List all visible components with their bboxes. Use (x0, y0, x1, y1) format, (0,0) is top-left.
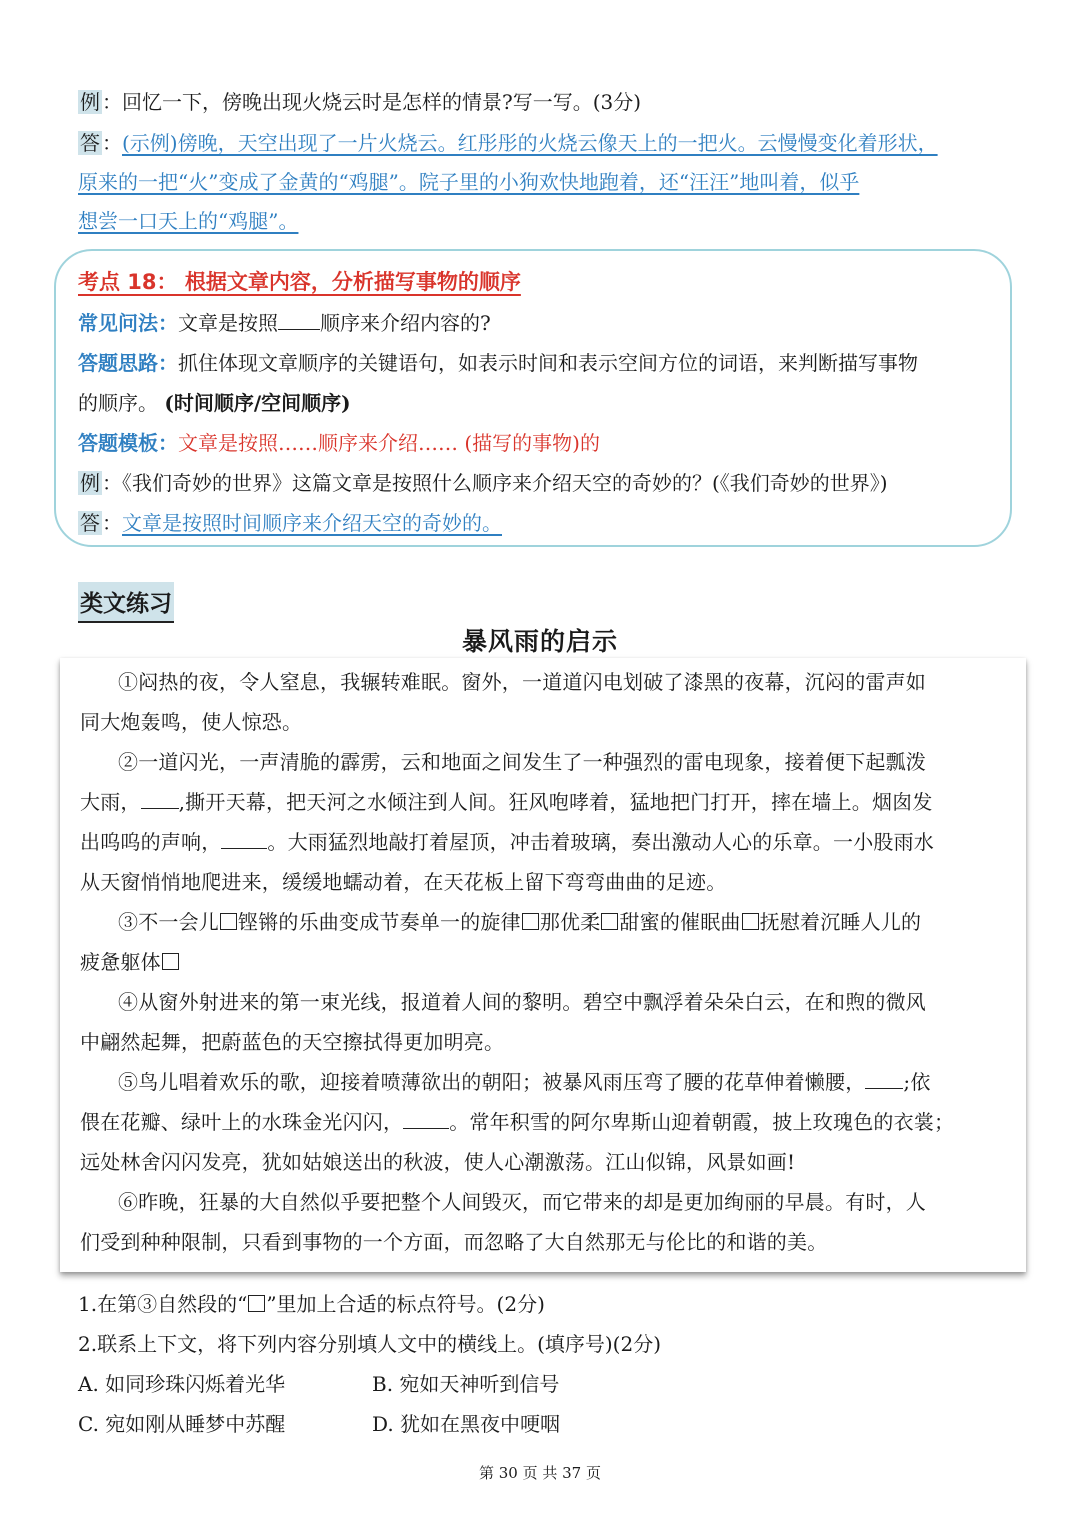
punct-box-4 (742, 913, 759, 930)
p3-e: 抚慰着沉睡人儿的 (759, 910, 922, 934)
p5-line-1a: ⑤鸟儿唱着欢乐的歌，迎接着喷薄欲出的朝阳；被暴风雨压弯了腰的花草伸着懒腰， (118, 1070, 866, 1094)
p2-line-3b: 。大雨猛烈地敲打着屋顶，冲击着玻璃，奏出激动人心的乐章。一小股雨水 (267, 830, 935, 854)
question-1a: 1.在第③自然段的“ (78, 1292, 248, 1316)
section-title: 类文练习 (78, 582, 174, 623)
template-label: 答题模板： (78, 431, 178, 455)
article-title: 暴风雨的启示 (461, 627, 618, 656)
idea-text-2a: 的顺序。 (78, 391, 158, 415)
article-p5-line-1 (118, 1068, 931, 1096)
punct-box-3 (601, 913, 618, 930)
p5-line-1b: ;依 (903, 1070, 931, 1094)
option-b: B. 宛如天神听到信号 (372, 1372, 560, 1396)
question-blank (278, 311, 320, 330)
kaodian-example-text: ：《我们奇妙的世界》这篇文章是按照什么顺序来介绍天空的奇妙的？(《我们奇妙的世界》) (102, 471, 888, 495)
p3-d: 甜蜜的催眠曲 (619, 910, 741, 934)
p3-c: 那优柔 (539, 910, 601, 934)
answer-text-1: (示例)傍晚，天空出现了一片火烧云。红彤彤的火烧云像天上的一把火。云慢慢变化着形状， (122, 131, 938, 155)
idea-text-1: 抓住体现文章顺序的关键语句，如表示时间和表示空间方位的词语，来判断描写事物 (178, 351, 918, 375)
example-answer-line-2 (78, 168, 859, 196)
article-p5-line-2 (80, 1108, 954, 1136)
article-p2-line-2 (80, 788, 933, 816)
article-p5-line-3: 远处林舍闪闪发亮，犹如姑娘送出的秋波，使人心潮激荡。江山似锦，风景如画! (80, 1150, 796, 1174)
kaodian-example-line (78, 469, 888, 497)
article-p6-line-1: ⑥昨晚，狂暴的大自然似乎要把整个人间毁灭，而它带来的却是更加绚丽的早晨。有时，人 (118, 1190, 926, 1214)
article-p2-line-4: 从天窗悄悄地爬进来，缓缓地蠕动着，在天花板上留下弯弯曲曲的足迹。 (80, 870, 727, 894)
kaodian-answer-colon: ： (102, 511, 122, 535)
idea-text-2b: (时间顺序/空间顺序) (164, 391, 351, 415)
article-p4-line-2: 中翩然起舞，把蔚蓝色的天空擦拭得更加明亮。 (80, 1030, 505, 1054)
answer-colon: ： (102, 131, 122, 155)
kaodian-answer-tag: 答 (80, 511, 100, 535)
example-answer-line-1 (78, 129, 938, 157)
p5-line-2a: 偎在花瓣、绿叶上的水珠金光闪闪， (80, 1110, 404, 1134)
blank-3 (865, 1070, 903, 1089)
article-p2-line-3 (80, 828, 934, 856)
article-p1-line-1: ①闷热的夜，令人窒息，我辗转难眠。窗外，一道道闪电划破了漆黑的夜幕，沉闷的雷声如 (118, 670, 926, 694)
kaodian-template-line (78, 429, 600, 457)
kaodian-idea-line-1 (78, 349, 918, 377)
kaodian-answer-line (78, 509, 502, 537)
kaodian-question-line (78, 309, 491, 337)
p2-line-2a: 大雨， (80, 790, 141, 814)
p3-a: ③不一会儿 (118, 910, 219, 934)
question-text-b: 顺序来介绍内容的? (320, 311, 491, 335)
answer-tag: 答 (80, 131, 100, 155)
punct-box-1 (220, 913, 237, 930)
question-1b: ”里加上合适的标点符号。(2分) (266, 1292, 545, 1316)
article-p6-line-2: 们受到种种限制，只看到事物的一个方面，而忽略了大自然那无与伦比的和谐的美。 (80, 1230, 828, 1254)
blank-4 (403, 1110, 449, 1129)
page-number: 第 30 页 共 37 页 (478, 1464, 601, 1482)
article-p1-line-2: 同大炮轰鸣，使人惊恐。 (80, 710, 303, 734)
answer-text-3: 想尝一口天上的“鸡腿”。 (78, 209, 299, 233)
blank-1 (141, 790, 179, 809)
article-p3-line-2 (80, 948, 180, 976)
idea-label: 答题思路： (78, 351, 178, 375)
p3-b: 铿锵的乐曲变成节奏单一的旋律 (238, 910, 521, 934)
kaodian-idea-line-2 (78, 389, 351, 417)
template-text: 文章是按照……顺序来介绍…… (描写的事物)的 (178, 431, 600, 455)
example-answer-line-3 (78, 207, 298, 235)
option-c: C. 宛如刚从睡梦中苏醒 (78, 1412, 286, 1436)
kaodian-title: 考点 18： 根据文章内容，分析描写事物的顺序 (78, 270, 521, 294)
p3-line-2: 疲惫躯体 (80, 950, 161, 974)
example-question-text: ：回忆一下，傍晚出现火烧云时是怎样的情景?写一写。(3分) (102, 90, 642, 114)
p5-line-2b: 。常年积雪的阿尔卑斯山迎着朝霞，披上玫瑰色的衣裳； (449, 1110, 955, 1134)
question-1-box (248, 1295, 265, 1312)
article-p2-line-1: ②一道闪光，一声清脆的霹雳，云和地面之间发生了一种强烈的雷电现象，接着便下起瓢泼 (118, 750, 926, 774)
punct-box-2 (522, 913, 539, 930)
punct-box-5 (162, 953, 179, 970)
option-d: D. 犹如在黑夜中哽咽 (372, 1412, 561, 1436)
example-question (78, 88, 641, 116)
answer-text-2: 原来的一把“火”变成了金黄的“鸡腿”。院子里的小狗欢快地跑着，还“汪汪”地叫着，似乎 (78, 170, 860, 194)
p2-line-2b: ,撕开天幕，把天河之水倾注到人间。狂风咆哮着，猛地把门打开，摔在墙上。烟囱发 (178, 790, 933, 814)
question-label: 常见问法： (78, 311, 178, 335)
question-2: 2.联系上下文，将下列内容分别填人文中的横线上。(填序号)(2分) (78, 1332, 662, 1356)
p2-line-3a: 出呜呜的声响， (80, 830, 222, 854)
article-p3-line-1 (118, 908, 921, 936)
kaodian-answer-text: 文章是按照时间顺序来介绍天空的奇妙的。 (122, 511, 502, 535)
blank-2 (221, 830, 267, 849)
question-text-a: 文章是按照 (178, 311, 278, 335)
kaodian-example-tag: 例 (80, 471, 100, 495)
option-a: A. 如同珍珠闪烁着光华 (78, 1372, 286, 1396)
article-p4-line-1: ④从窗外射进来的第一束光线，报道着人间的黎明。碧空中飘浮着朵朵白云，在和煦的微风 (118, 990, 926, 1014)
example-tag: 例 (80, 90, 100, 114)
question-1 (78, 1290, 545, 1318)
